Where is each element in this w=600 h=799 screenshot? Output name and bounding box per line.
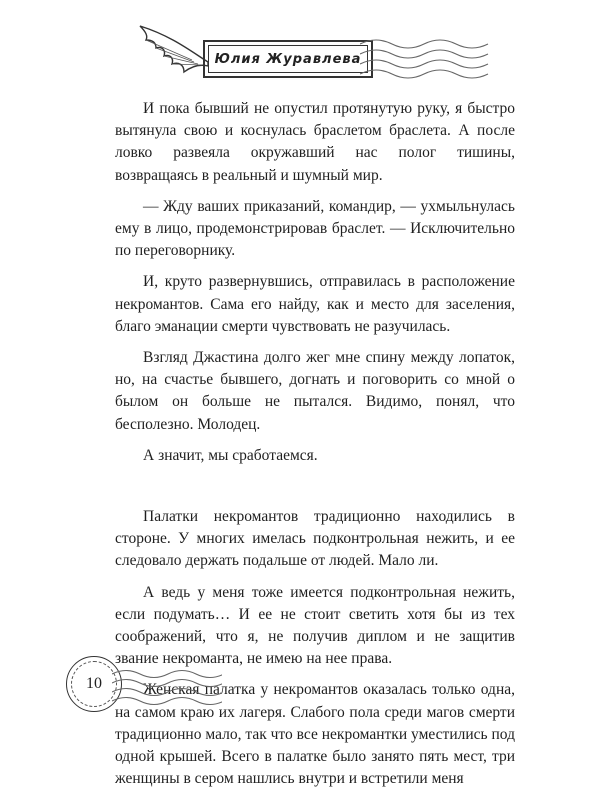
page-number: 10 xyxy=(86,675,102,692)
postmark-waves-icon xyxy=(360,30,490,90)
bat-wing-icon xyxy=(132,22,210,80)
postmark-waves-icon xyxy=(112,664,222,708)
page-header xyxy=(0,0,600,110)
paragraph: А ведь у меня тоже имеется подконтрольная нежить, если подумать… И ее не стоит светить хотя бы из тех соображений, что я, не получив диплом и не защитив звание некроманта, не имею на нее права. xyxy=(115,583,515,668)
paragraph: — Жду ваших приказаний, командир, — ухмыльнулась ему в лицо, продемонстрировав браслет. — Исключительно по переговорнику. xyxy=(115,197,515,260)
paragraph: А значит, мы сработаемся. xyxy=(143,446,318,464)
section-break xyxy=(115,476,515,506)
paragraph: И пока бывший не опустил протянутую руку, я быстро вытянула свою и коснулась браслетом браслета. А после ловко развеяла окружавший нас полог тишины, возвращаясь в реальный и шумный мир. xyxy=(115,100,515,184)
paragraph: Взгляд Джастина долго жег мне спину между лопаток, но, на счастье бывшего, догнать и поговорить со мной о былом он больше не пытался. Видимо, понял, что бесполезно. Молодец. xyxy=(115,349,515,433)
paragraph: Женская палатка у некромантов оказалась только одна, на самом краю их лагеря. Слабого пола среди магов смерти традиционно мало, так что все некромантки уместились под одной крышей. Всего в палатке было занято пять мест, три женщины в сером нашлись внутри и встретили меня xyxy=(115,681,515,788)
paragraph: Палатки некромантов традиционно находились в стороне. У многих имелась подконтрольная нежить, и ее следовало держать подальше от людей. Мало ли. xyxy=(115,508,515,570)
author-stamp xyxy=(203,40,373,78)
paragraph: И, круто развернувшись, отправилась в расположение некромантов. Сама его найду, как и место для заселения, благо эманации смерти чувствовать не разучилась. xyxy=(115,273,515,335)
author-name: Юлия Журавлева xyxy=(214,51,362,67)
